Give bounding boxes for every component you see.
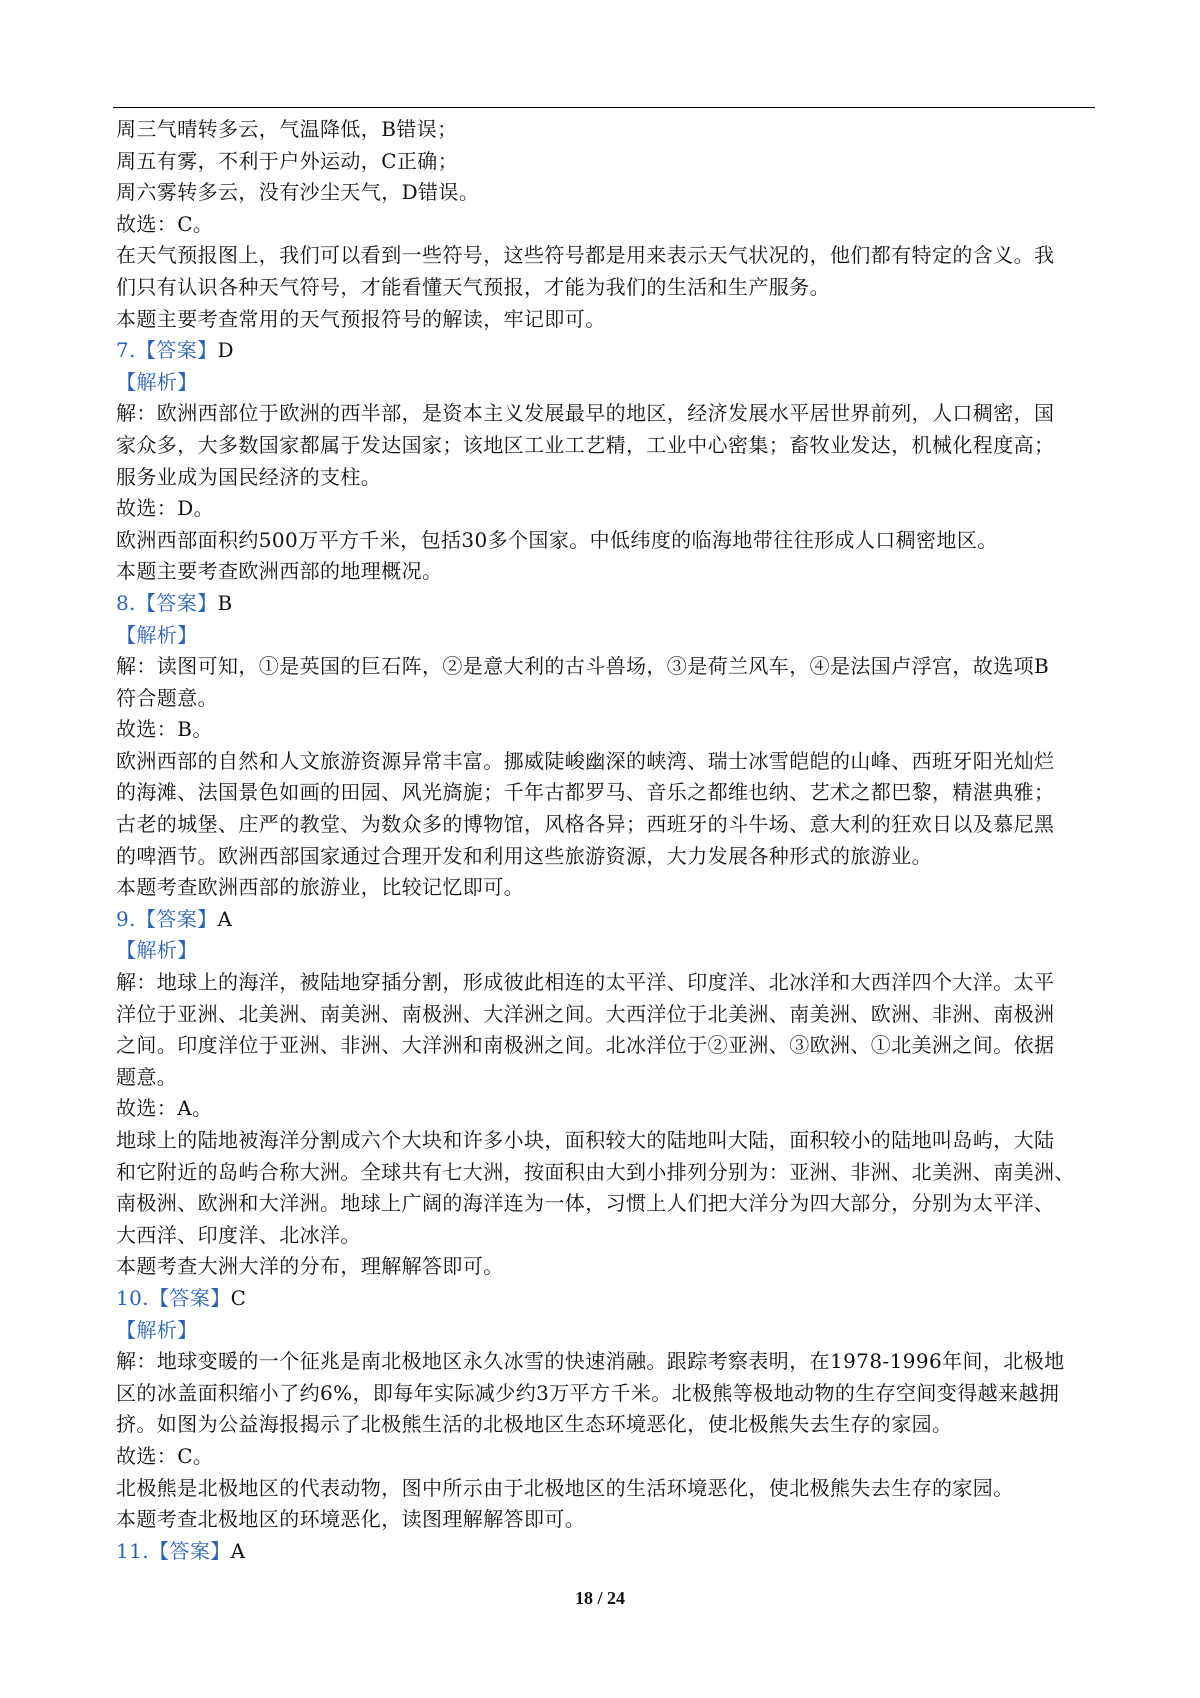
answer-line xyxy=(116,904,1096,936)
header-rule xyxy=(113,107,1095,108)
text-line: 挤。如图为公益海报揭示了北极熊生活的北极地区生态环境恶化，使北极熊失去生存的家园。 xyxy=(116,1412,953,1437)
text-line: 周六雾转多云，没有沙尘天气，D错误。 xyxy=(116,180,480,205)
answer-line xyxy=(116,1283,1096,1315)
text-line: 本题主要考查欧洲西部的地理概况。 xyxy=(116,559,443,584)
question-number: 11. xyxy=(116,1538,150,1563)
text-line: 之间。印度洋位于亚洲、非洲、大洋洲和南极洲之间。北冰洋位于②亚洲、③欧洲、①北美洲之间。依据 xyxy=(116,1033,1055,1058)
text-line: 南极洲、欧洲和大洋洲。地球上广阔的海洋连为一体，习惯上人们把大洋分为四大部分，分别为太平洋、 xyxy=(116,1191,1055,1216)
text-line: 古老的城堡、庄严的教堂、为数众多的博物馆，风格各异；西班牙的斗牛场、意大利的狂欢日以及慕尼黑 xyxy=(116,812,1055,837)
analysis-tag: 【解析】 xyxy=(116,369,198,394)
text-line: 故选：B。 xyxy=(116,717,213,742)
text-line: 周五有雾，不利于户外运动，C正确； xyxy=(116,148,459,173)
question-number: 10. xyxy=(116,1285,150,1310)
analysis-tag: 【解析】 xyxy=(116,622,198,647)
answer-value: C xyxy=(230,1285,247,1310)
text-line: 们只有认识各种天气符号，才能看懂天气预报，才能为我们的生活和生产服务。 xyxy=(116,274,830,299)
answer-value: D xyxy=(217,338,234,363)
text-line: 的啤酒节。欧洲西部国家通过合理开发和利用这些旅游资源，大力发展各种形式的旅游业。 xyxy=(116,843,932,868)
answer-tag: 【答案】 xyxy=(135,906,218,931)
text-line: 欧洲西部面积约500万平方千米，包括30多个国家。中低纬度的临海地带往往形成人口稠密地区。 xyxy=(116,527,998,552)
analysis-tag: 【解析】 xyxy=(116,938,198,963)
text-line: 本题考查欧洲西部的旅游业，比较记忆即可。 xyxy=(116,875,524,900)
text-line: 题意。 xyxy=(116,1064,178,1089)
text-line: 家众多，大多数国家都属于发达国家；该地区工业工艺精，工业中心密集；畜牧业发达，机械化程度高； xyxy=(116,432,1055,457)
text-line: 故选：C。 xyxy=(116,211,214,236)
question-number: 7. xyxy=(116,338,136,363)
answer-tag: 【答案】 xyxy=(149,1285,231,1310)
answer-value: B xyxy=(217,590,233,615)
analysis-tag: 【解析】 xyxy=(116,1317,198,1342)
text-line: 大西洋、印度洋、北冰洋。 xyxy=(116,1222,361,1247)
text-line: 洋位于亚洲、北美洲、南美洲、南极洲、大洋洲之间。大西洋位于北美洲、南美洲、欧洲、非洲、南极洲 xyxy=(116,1001,1055,1026)
question-number: 9. xyxy=(116,906,136,931)
text-line: 区的冰盖面积缩小了约6%，即每年实际减少约3万平方千米。北极熊等极地动物的生存空间变得越来越拥 xyxy=(116,1380,1060,1405)
text-line: 在天气预报图上，我们可以看到一些符号，这些符号都是用来表示天气状况的，他们都有特定的含义。我 xyxy=(116,243,1055,268)
answer-line xyxy=(116,1536,1096,1568)
page-number: 18 / 24 xyxy=(574,1588,625,1608)
text-line: 欧洲西部的自然和人文旅游资源异常丰富。挪威陡峻幽深的峡湾、瑞士冰雪皑皑的山峰、西班牙阳光灿烂 xyxy=(116,748,1055,773)
answer-value: A xyxy=(230,1538,246,1563)
answer-tag: 【答案】 xyxy=(149,1538,231,1563)
text-line: 本题考查大洲大洋的分布，理解解答即可。 xyxy=(116,1254,504,1279)
text-line: 解：地球变暖的一个征兆是南北极地区永久冰雪的快速消融。跟踪考察表明，在1978-1996年间，北极地 xyxy=(116,1349,1065,1374)
text-line: 服务业成为国民经济的支柱。 xyxy=(116,464,382,489)
text-line: 符合题意。 xyxy=(116,685,218,710)
answer-explanation-body xyxy=(116,114,1096,1567)
text-line: 北极熊是北极地区的代表动物，图中所示由于北极地区的生活环境恶化，使北极熊失去生存的家园。 xyxy=(116,1475,1014,1500)
text-line: 故选：C。 xyxy=(116,1443,214,1468)
text-line: 解：欧洲西部位于欧洲的西半部，是资本主义发展最早的地区，经济发展水平居世界前列，人口稠密，国 xyxy=(116,401,1055,426)
text-line: 本题考查北极地区的环境恶化，读图理解解答即可。 xyxy=(116,1507,586,1532)
answer-line xyxy=(116,588,1096,620)
text-line: 地球上的陆地被海洋分割成六个大块和许多小块，面积较大的陆地叫大陆，面积较小的陆地叫岛屿，大陆 xyxy=(116,1128,1055,1152)
answer-line xyxy=(116,335,1096,367)
text-line: 周三气晴转多云，气温降低，B错误； xyxy=(116,117,458,141)
text-line: 故选：A。 xyxy=(116,1096,213,1121)
answer-tag: 【答案】 xyxy=(135,590,218,615)
answer-value: A xyxy=(217,906,233,931)
text-line: 和它附近的岛屿合称大洲。全球共有七大洲，按面积由大到小排列分别为：亚洲、非洲、北美洲、南美洲、 xyxy=(116,1159,1075,1184)
text-line: 解：地球上的海洋，被陆地穿插分割，形成彼此相连的太平洋、印度洋、北冰洋和大西洋四个大洋。太平 xyxy=(116,970,1055,995)
text-line: 解：读图可知，①是英国的巨石阵，②是意大利的古斗兽场，③是荷兰风车，④是法国卢浮宫，故选项B xyxy=(116,654,1050,679)
text-line: 本题主要考查常用的天气预报符号的解读，牢记即可。 xyxy=(116,306,606,331)
text-line: 故选：D。 xyxy=(116,496,215,521)
answer-tag: 【答案】 xyxy=(135,338,218,363)
question-number: 8. xyxy=(116,590,136,615)
text-line: 的海滩、法国景色如画的田园、风光旖旎；千年古都罗马、音乐之都维也纳、艺术之都巴黎，精湛典雅； xyxy=(116,780,1055,805)
